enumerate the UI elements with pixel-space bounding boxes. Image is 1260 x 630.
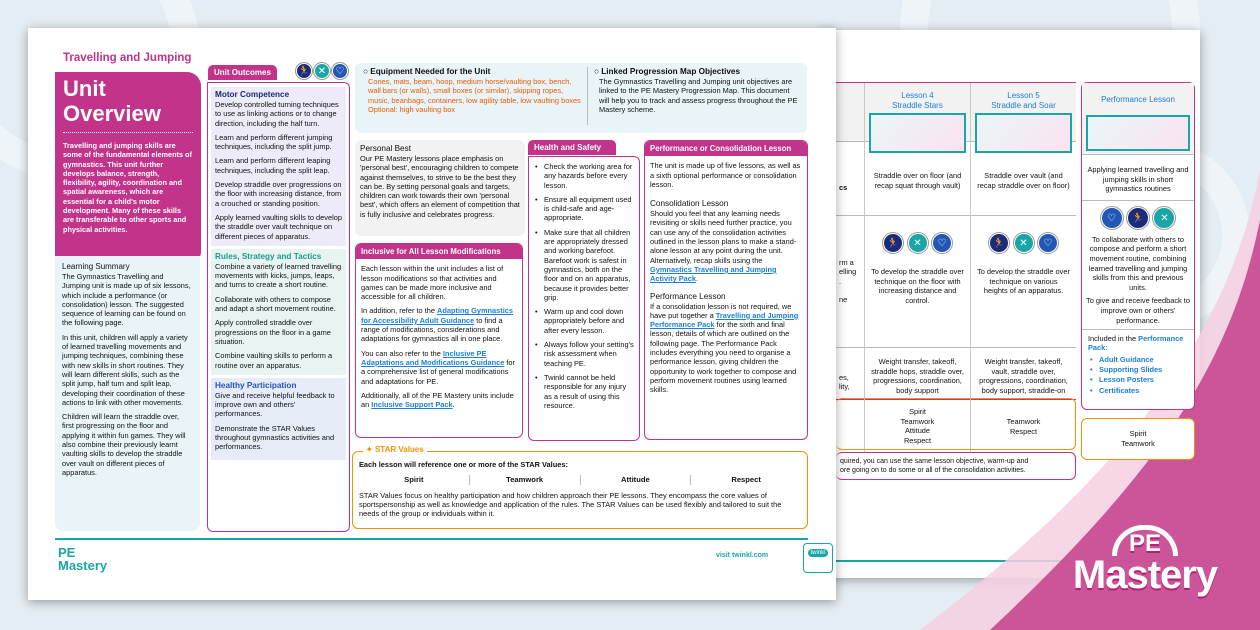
running-person-icon: 🏃 xyxy=(1127,207,1149,229)
learning-summary: Learning Summary The Gymnastics Travelling and Jumping unit is made up of six lessons, which include a performance (or consolidation) lesson. The suggested sequence of learning can be found on the following page. In this unit, children will apply a variety of learned travelling movements and jumping techniques, combining these with new skills in short routines. They will learn different skills, such as the split jump, half turn and split leap, developing their coordination of these actions to link with other movements. Children will learn the straddle over, first progressing on the floor and applying it within fun games. They will also combine their previously learnt vaulting skills to develop the straddle over vault on different pieces of apparatus. xyxy=(55,256,200,531)
lesson-title[interactable]: Lesson 4 Straddle Stars xyxy=(892,91,943,110)
heart-hand-icon: ♡ xyxy=(932,233,952,253)
lesson-objective: To develop the straddle over technique on the floor with increasing distance and control. xyxy=(871,267,964,305)
heart-hand-icon: ♡ xyxy=(332,63,348,79)
partial-cell: rm a elling . ne xyxy=(839,258,857,305)
inclusive-panel: Inclusive for All Lesson Modifications Each lesson within the unit includes a list of lesson modifications so that activities and games can be made more inclusive and accessible for all children. In addition, refer to the Adapting Gymnastics for Accessibility Adult Guidance to find a range of modifications, considerations and adaptations for gymnastics all in one place. You can also refer to the Inclusive PE Adaptations and Modifications Guidance for a comprehensive list of general modifications and adaptations for PE. Additionally, all of the PE Mastery units include an Inclusive Support Pack. xyxy=(355,243,523,438)
motor-heading: Motor Competence xyxy=(215,90,290,99)
inclusive-pe-link[interactable]: Inclusive PE Adaptations and Modifications Guidance xyxy=(361,348,505,367)
lesson-title[interactable]: Lesson 5 Straddle and Soar xyxy=(991,91,1056,110)
twinkl-badge: twinkl xyxy=(803,543,833,573)
equipment-panel xyxy=(355,63,807,133)
star-value: Spirit xyxy=(359,475,470,484)
performance-panel: Performance or Consolidation Lesson The unit is made up of five lessons, as well as a sixth optional performance or consolidation lesson. Consolidation Lesson Should you feel that any learning needs revisiting or skills need further practice, you can use any of the consolidation activities outlined in the lesson plans to make a stand-alone lesson at any point during the unit. Alternatively, recap skills using the Gymnastics Travelling and Jumping Activity Pack. Performance Lesson If a consolidation lesson is not required, we have put together a Travelling and Jumping Performance Pack for the sixth and final lesson, details of which are outlined on the following page. The Performance Pack includes everything you need to organise a performance lesson, giving children the opportunity to work together to compose and perform movement routines using learned skills. xyxy=(644,140,808,440)
lesson-skills: Weight transfer, takeoff, straddle hops, straddle over, progressions, coordination, body support xyxy=(871,357,964,395)
star-values-label: ✦ STAR Values xyxy=(363,445,427,454)
performance-lesson-card xyxy=(1081,82,1195,410)
performance-pack-link[interactable]: Performance Pack xyxy=(1088,334,1184,353)
heart-hand-icon: ♡ xyxy=(1101,207,1123,229)
performance-objective: To give and receive feedback to improve own or others' performance. xyxy=(1082,296,1194,330)
personal-best-panel: Personal Best Our PE Mastery lessons place emphasis on 'personal best', encouraging children to compete against themselves, to strive to be the best they can be. By setting personal goals and targets, children can work towards their own 'personal best', which offers an element of competition that is fully inclusive and celebrates progress. xyxy=(355,140,525,236)
running-person-icon: 🏃 xyxy=(883,233,903,253)
health-safety-tab: Health and Safety xyxy=(528,140,616,155)
pack-item-link[interactable]: • Lesson Posters xyxy=(1088,375,1188,384)
activity-pack-link[interactable]: Gymnastics Travelling and Jumping Activity Pack xyxy=(650,264,777,284)
consolidation-note: quired, you can use the same lesson objective, warm-up and ore going on to do some or all of the consolidation activities. xyxy=(836,452,1076,480)
heart-hand-icon: ♡ xyxy=(1038,233,1058,253)
star-value: Respect xyxy=(731,475,761,485)
lesson-skills: Weight transfer, takeoff, vault, straddle over, progressions, coordination, body support, straddle-on xyxy=(979,357,1068,395)
unit-outcomes-panel: Motor Competence Develop controlled turning techniques to use as linking actions or to change direction, including the half turn. Learn and perform different jumping techniques, including the split jump. Learn and perform different leaping techniques, including the split leap. Develop straddle over progressions on the floor with increasing distance, from a crouched or standing position. Apply learned vaulting skills to develop the straddle over vault technique on different pieces of apparatus. Rules, Strategy and Tactics Combine a variety of learned travelling movements with kicks, jumps, leaps, and turns to create a short routine. Collaborate with others to compose and adapt a short movement routine. Apply controlled straddle over progressions on the floor in a game situation. Combine vaulting skills to perform a routine over an apparatus. Healthy Participation Give and receive helpful feedback to improve own and others' performances. Demonstrate the STAR Values throughout gymnastics activities and performances. xyxy=(207,82,350,532)
linked-text: The Gymnastics Travelling and Jumping unit objectives are linked to the PE Mastery Progression Map. This document will help you to track and assess progress throughout the PE Mastery scheme. xyxy=(599,77,798,114)
running-person-icon: 🏃 xyxy=(296,63,312,79)
performance-tab: Performance or Consolidation Lesson xyxy=(645,141,807,156)
lesson-objective: To develop the straddle over technique on various heights of an apparatus. xyxy=(977,267,1070,296)
lesson-thumbnail[interactable] xyxy=(1086,115,1190,151)
teamwork-icon: ✕ xyxy=(1153,207,1175,229)
inclusive-tab: Inclusive for All Lesson Modifications xyxy=(356,244,522,259)
star-values-panel: ✦ STAR Values Each lesson will reference one or more of the STAR Values: Spirit Teamwork Attitude Respect STAR Values focus on healthy participation and how children approach their PE lessons. They encompass the core values of sportspersonship as well as knowledge and application of the rules. The STAR Values can be used flexibly and tailored to suit the needs of the group or individuals within it. xyxy=(352,451,808,529)
visit-twinkl-link[interactable]: visit twinkl.com xyxy=(716,552,769,559)
pack-item-link[interactable]: • Supporting Slides xyxy=(1088,365,1188,374)
rules-heading: Rules, Strategy and Tactics xyxy=(215,251,322,261)
health-safety-panel: • Check the working area for any hazards before every lesson. • Ensure all equipment used is child-safe and age-appropriate. • Make sure that all children are appropriately dressed and working barefoot. Barefoot work is safest in gymnastics, both on the floor and on an apparatus, because it provides better grip. • Warm up and cool down appropriately before and after every lesson. • Always follow your setting's risk assessment when teaching PE. • Twinkl cannot be held responsible for any injury as a result of using this resource. xyxy=(528,156,640,441)
pack-item-link[interactable]: • Adult Guidance xyxy=(1088,355,1188,364)
pe-mastery-brand-logo: PE Mastery xyxy=(1050,525,1240,594)
page-title: Unit Overview xyxy=(63,76,193,133)
performance-focus: Applying learned travelling and jumping skills in short gymnastics routines xyxy=(1082,155,1194,201)
performance-title[interactable]: Performance Lesson xyxy=(1101,95,1175,104)
unit-subtitle: Travelling and Jumping xyxy=(63,52,192,64)
star-value: Attitude xyxy=(581,475,692,484)
linked-heading: ○ Linked Progression Map Objectives xyxy=(594,67,741,76)
performance-star-values: Spirit Teamwork xyxy=(1081,418,1195,460)
inclusive-support-pack-link[interactable]: Inclusive Support Pack xyxy=(371,400,453,410)
star-value: Teamwork xyxy=(470,475,581,484)
lesson-focus: Straddle over on floor (and recap squat through vault) xyxy=(873,171,962,190)
adapting-gymnastics-link[interactable]: Adapting Gymnastics for Accessibility Adult Guidance xyxy=(361,306,513,325)
equipment-list: Cones, mats, beam, hoop, medium horse/vaulting box, bench, wall bars (or walls), small boxes (or similar), skipping ropes, music, beanbags, containers, low agility table, low vaulting boxes xyxy=(368,77,581,105)
equipment-optional: Optional: high vaulting box xyxy=(368,104,456,114)
teamwork-icon: ✕ xyxy=(908,233,928,253)
performance-objective: To collaborate with others to compose and perform a short movement routine, combining learned travelling and jumping skills from this and previous units. xyxy=(1088,234,1188,292)
unit-overview-banner xyxy=(55,72,201,262)
running-person-icon: 🏃 xyxy=(989,233,1009,253)
equipment-heading: ○ Equipment Needed for the Unit xyxy=(363,67,491,76)
healthy-heading: Healthy Participation xyxy=(215,380,297,390)
teamwork-icon: ✕ xyxy=(1014,233,1034,253)
intro-text: Travelling and jumping skills are some of the fundamental elements of gymnastics. This unit further develops balance, strength, flexibility, agility, coordination and spatial awareness, which are essential for a child's motor development. Many of these skills are transferable to other sports and physical activities. xyxy=(63,141,192,234)
partial-cell: cs xyxy=(839,183,848,192)
included-label: Included in the xyxy=(1088,334,1139,344)
teamwork-icon: ✕ xyxy=(314,63,330,79)
lesson-star-values: Spirit Teamwork Attitude Respect xyxy=(900,407,935,445)
performance-pack-link[interactable]: Travelling and Jumping Performance Pack xyxy=(650,310,799,330)
lesson-star-values: Teamwork Respect xyxy=(1006,417,1041,436)
pe-mastery-logo: PE Mastery xyxy=(58,545,108,573)
lesson-focus: Straddle over vault (and recap straddle over on floor) xyxy=(977,171,1070,190)
pack-item-link[interactable]: • Certificates xyxy=(1088,386,1188,395)
partial-cell: es, lity, xyxy=(839,373,850,392)
unit-outcomes-tab: Unit Outcomes xyxy=(208,65,277,80)
front-page xyxy=(28,28,836,600)
colon: : xyxy=(1105,343,1108,353)
